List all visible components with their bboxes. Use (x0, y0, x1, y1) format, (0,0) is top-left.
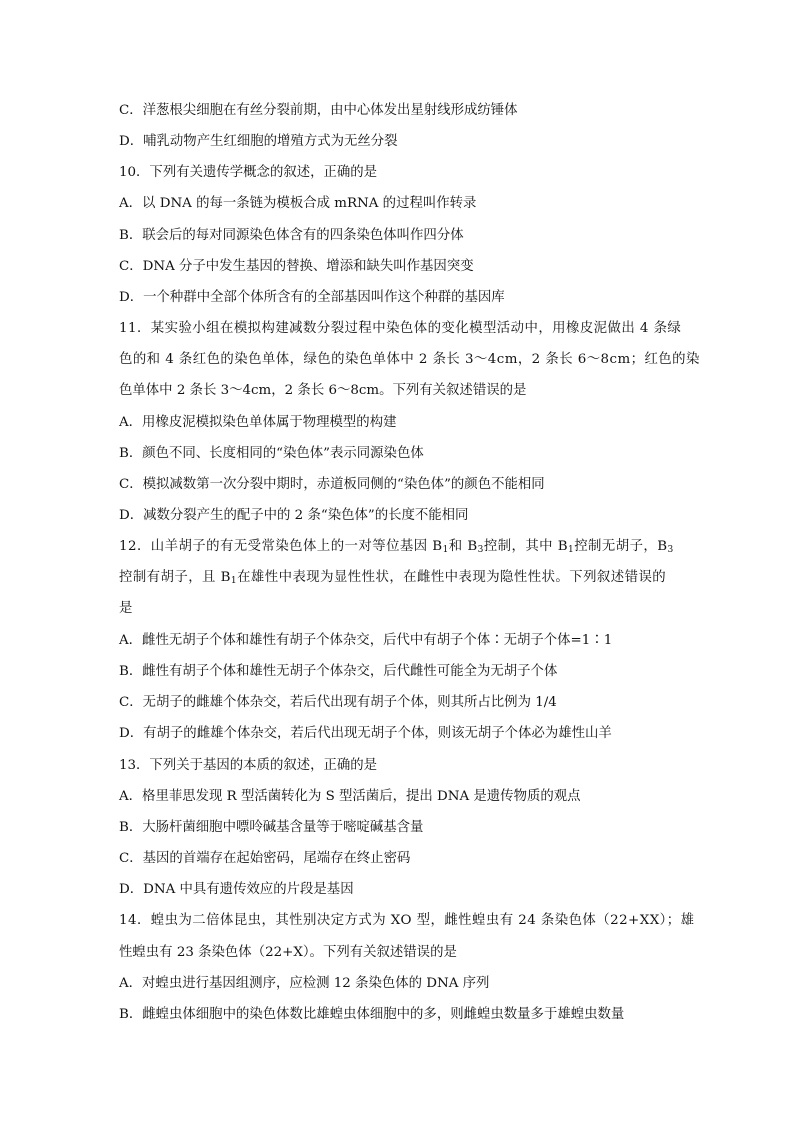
q10-option-b: B．联会后的每对同源染色体含有的四条染色体叫作四分体 (119, 228, 464, 243)
q12-stem-text: 控制无胡子，B (574, 539, 668, 554)
q11-option-d: D．减数分裂产生的配子中的 2 条“染色体”的长度不能相同 (119, 508, 469, 523)
q10-option-d: D．一个种群中全部个体所含有的全部基因叫作这个种群的基因库 (119, 290, 505, 305)
subscript: 3 (667, 545, 674, 555)
q11-stem-line-1: 11．某实验小组在模拟构建减数分裂过程中染色体的变化模型活动中，用橡皮泥做出 4 条绿 (119, 321, 682, 336)
q12-option-b: B．雌性有胡子个体和雄性无胡子个体杂交，后代雌性可能全为无胡子个体 (119, 664, 558, 679)
q14-option-a: A．对蝗虫进行基因组测序，应检测 12 条染色体的 DNA 序列 (119, 976, 490, 991)
q11-option-c: C．模拟减数第一次分裂中期时，赤道板同侧的“染色体”的颜色不能相同 (119, 477, 545, 492)
q12-option-c: C．无胡子的雌雄个体杂交，若后代出现有胡子个体，则其所占比例为 1/4 (119, 695, 557, 710)
q12-stem-line-3: 是 (119, 601, 133, 616)
q11-option-a: A．用橡皮泥模拟染色单体属于物理模型的构建 (119, 415, 397, 430)
q11-stem-line-3: 色单体中 2 条长 3～4cm，2 条长 6～8cm。下列有关叙述错误的是 (119, 383, 527, 398)
q9-option-c: C．洋葱根尖细胞在有丝分裂前期，由中心体发出星射线形成纺锤体 (119, 103, 518, 118)
q13-option-a: A．格里菲思发现 R 型活菌转化为 S 型活菌后，提出 DNA 是遗传物质的观点 (119, 789, 581, 804)
q14-option-b: B．雌蝗虫体细胞中的染色体数比雄蝗虫体细胞中的多，则雌蝗虫数量多于雄蝗虫数量 (119, 1007, 625, 1022)
q12-option-a: A．雌性无胡子个体和雄性有胡子个体杂交，后代中有胡子个体∶无胡子个体=1∶1 (119, 633, 613, 648)
q13-stem: 13．下列关于基因的本质的叙述，正确的是 (119, 758, 378, 773)
q14-stem-line-2: 性蝗虫有 23 条染色体（22+X）。下列有关叙述错误的是 (119, 945, 457, 960)
subscript: 1 (442, 545, 449, 555)
q12-stem-line-2 (119, 568, 666, 588)
q12-stem-text: 控制有胡子，且 B (119, 570, 231, 585)
subscript: 1 (230, 576, 238, 586)
q12-stem-text: 在雄性中表现为显性性状，在雌性中表现为隐性性状。下列叙述错误的 (237, 570, 667, 585)
q11-option-b: B．颜色不同、长度相同的“染色体”表示同源染色体 (119, 446, 424, 461)
q10-stem: 10．下列有关遗传学概念的叙述，正确的是 (119, 165, 378, 180)
q12-stem-text: 12．山羊胡子的有无受常染色体上的一对等位基因 B (119, 539, 443, 554)
q12-stem-line-1 (119, 537, 674, 557)
q12-option-d: D．有胡子的雌雄个体杂交，若后代出现无胡子个体，则该无胡子个体必为雄性山羊 (119, 726, 612, 741)
q13-option-d: D．DNA 中具有遗传效应的片段是基因 (119, 882, 354, 897)
subscript: 3 (477, 545, 484, 555)
q13-option-c: C．基因的首端存在起始密码，尾端存在终止密码 (119, 851, 411, 866)
q12-stem-text: 和 B (448, 539, 478, 554)
q14-stem-line-1: 14．蝗虫为二倍体昆虫，其性别决定方式为 XO 型，雌性蝗虫有 24 条染色体（22+XX）；雄 (119, 913, 695, 928)
q12-stem-text: 控制，其中 B (483, 539, 569, 554)
subscript: 1 (568, 545, 575, 555)
q9-option-d: D．哺乳动物产生红细胞的增殖方式为无丝分裂 (119, 134, 398, 149)
q10-option-c: C．DNA 分子中发生基因的替换、增添和缺失叫作基因突变 (119, 259, 474, 274)
q11-stem-line-2: 色的和 4 条红色的染色单体，绿色的染色单体中 2 条长 3～4cm，2 条长 6～8cm；红色的染 (119, 352, 700, 367)
q10-option-a: A．以 DNA 的每一条链为模板合成 mRNA 的过程叫作转录 (119, 196, 477, 211)
q13-option-b: B．大肠杆菌细胞中嘌呤碱基含量等于嘧啶碱基含量 (119, 820, 424, 835)
